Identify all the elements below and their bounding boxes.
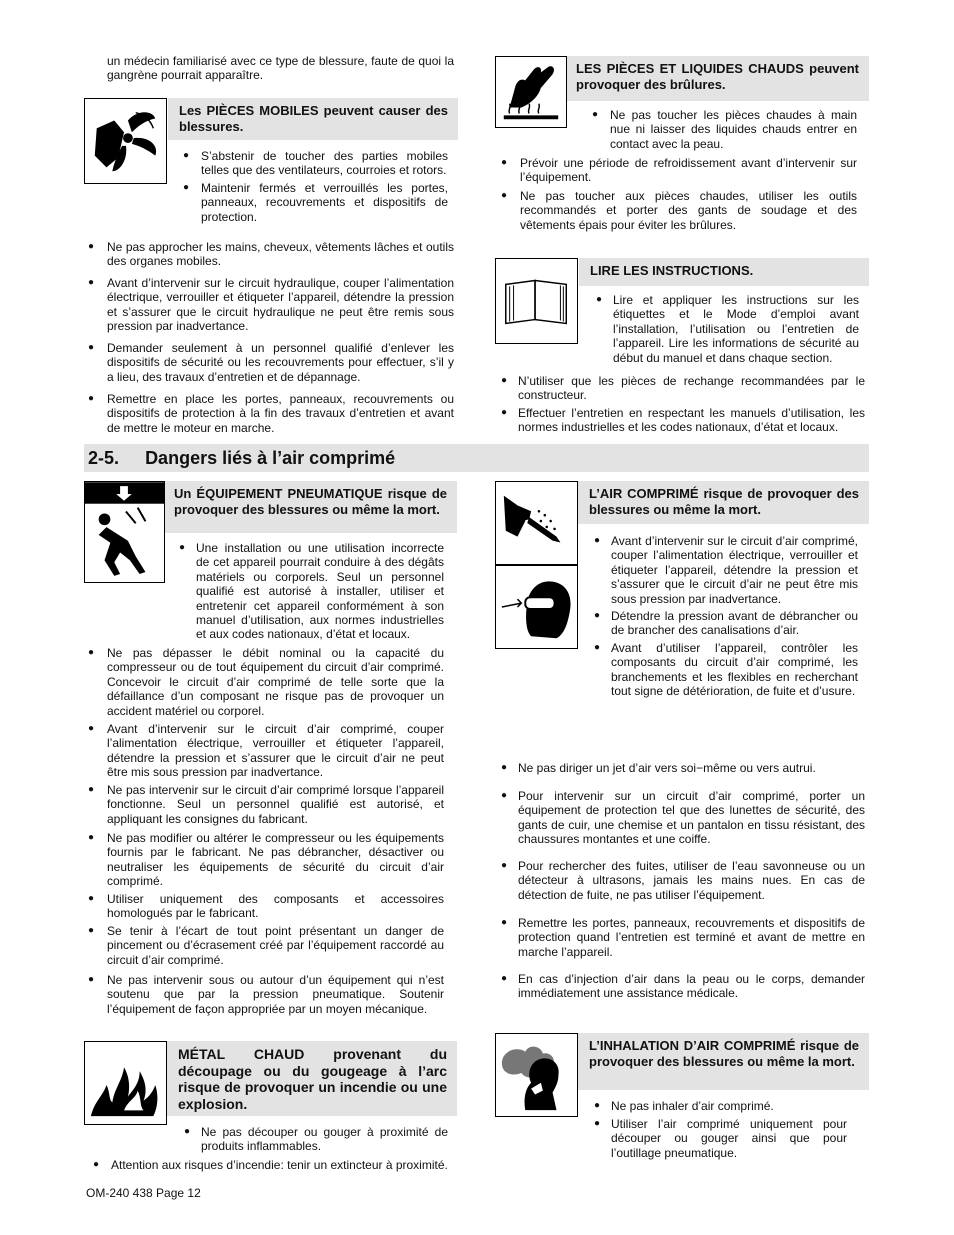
section-number: 2-5. <box>88 448 120 468</box>
moving-parts-icon <box>84 98 167 184</box>
list-item: ● Ne pas toucher aux pièces chaudes, utiliser les outils recommandés et porter des gants de soudage et des vêtements épais pour éviter les brûlures. <box>501 189 857 232</box>
hot-parts-header: LES PIÈCES ET LIQUIDES CHAUDS peuvent provoquer des brûlures. <box>567 56 869 101</box>
list-item: ● Se tenir à l’écart de tout point présentant un danger de pincement ou d’écrasement créé par l’équipement raccordé au circuit d’air comprimé. <box>88 924 444 967</box>
section-title: Dangers liés à l’air comprimé <box>145 448 396 468</box>
safety-glasses-icon <box>495 565 578 649</box>
inhalation-header: L’INHALATION D’AIR COMPRIMÉ risque de provoquer des blessures ou même la mort. <box>578 1033 869 1090</box>
inhalation-icon <box>495 1033 578 1117</box>
list-item: ● Avant d’intervenir sur le circuit d’air comprimé, couper l’alimentation électrique, verrouiller et étiqueter l’appareil, détendre la pression et s’assurer que le circuit d’air ne peut être mis sous pression par inadvertance. <box>88 722 444 780</box>
list-item: ● Maintenir fermés et verrouillés les portes, panneaux, recouvrements et dispositifs de protection. <box>183 181 448 224</box>
list-item: ● Remettre les portes, panneaux, recouvrements et dispositifs de protection quand l’entretien est terminé et avant de mettre en marche l’appareil. <box>501 916 865 959</box>
list-item: ● Remettre en place les portes, panneaux, recouvrements ou dispositifs de protection à la fin des travaux d’entretien et avant de mettre le moteur en marche. <box>88 392 454 435</box>
list-item: ● N’utiliser que les pièces de rechange recommandées par le constructeur. <box>501 374 865 403</box>
list-item: ● Attention aux risques d’incendie: tenir un extincteur à proximité. <box>93 1158 448 1172</box>
list-item: ● Une installation ou une utilisation incorrecte de cet appareil pourrait conduire à des dégâts matériels ou corporels. Seul un personnel qualifié est autorisé à installer, utiliser et entretenir cet appareil conformément à son manuel d’utilisation, aux normes industrielles et aux codes nationaux, d’état et locaux. <box>179 541 444 642</box>
compressed-air-header: L’AIR COMPRIMÉ risque de provoquer des blessures ou même la mort. <box>578 481 869 524</box>
read-instructions-icon <box>495 258 578 344</box>
list-item: ● Avant d’utiliser l’appareil, contrôler les composants du circuit d’air comprimé, les branchements et les flexibles en recherchant tout signe de détérioration, de fuite et d’usure. <box>594 641 858 699</box>
compressed-air-spray-icon <box>495 481 578 565</box>
list-item: ● S’abstenir de toucher des parties mobiles telles que des ventilateurs, courroies et rotors. <box>183 149 448 178</box>
list-item: ● Ne pas diriger un jet d’air vers soi−même ou vers autrui. <box>501 761 816 775</box>
list-item: ● Pour intervenir sur un circuit d’air comprimé, porter un équipement de protection tel que des lunettes de sécurité, des gants de cuir, une chemise et un pantalon en tissu résistant, des chaussures montantes et une coiffe. <box>501 789 865 847</box>
list-item: ● Lire et appliquer les instructions sur les étiquettes et le Mode d’emploi avant l’installation, l’utilisation ou l’entretien de l’appareil. Lire les informations de sécurité au début du manuel et dans chaque section. <box>596 293 859 365</box>
read-instructions-header: LIRE LES INSTRUCTIONS. <box>579 258 869 286</box>
list-item: ● Ne pas inhaler d’air comprimé. <box>594 1099 774 1113</box>
intro-paragraph: un médecin familiarisé avec ce type de blessure, faute de quoi la gangrène pourrait apparaître. <box>107 54 454 83</box>
list-item: ● Effectuer l’entretien en respectant les manuels d’utilisation, les normes industrielles et les codes nationaux, d’état et locaux. <box>501 406 865 435</box>
list-item: ● Demander seulement à un personnel qualifié d’enlever les dispositifs de sécurité ou les recouvrements pour effectuer, s’il y a lieu, des travaux d’entretien et de dépannage. <box>88 341 454 384</box>
section-header <box>84 444 869 472</box>
pneumatic-equipment-icon <box>84 481 165 583</box>
list-item: ● Prévoir une période de refroidissement avant d’intervenir sur l’équipement. <box>501 156 857 185</box>
list-item: ● Avant d’intervenir sur le circuit hydraulique, couper l’alimentation électrique, verrouiller et étiqueter l’appareil, détendre la pression et s’assurer que le circuit hydraulique ne peut être remis sous pression par inadvertance. <box>88 276 454 334</box>
list-item: ● Ne pas dépasser le débit nominal ou la capacité du compresseur ou de tout équipement du circuit d’air comprimé. Concevoir le circuit d’air comprimé de telle sorte que la défaillance d’un composant ne risque pas de provoquer un accident matériel ou corporel. <box>88 646 444 718</box>
list-item: ● Ne pas découper ou gouger à proximité de produits inflammables. <box>184 1125 448 1154</box>
list-item: ● Pour rechercher des fuites, utiliser de l’eau savonneuse ou un détecteur à ultrasons, jamais les mains nues. En cas de détection de fuite, ne pas utiliser l’équipement. <box>501 859 865 902</box>
list-item: ● Détendre la pression avant de débrancher ou de brancher des canalisations d’air. <box>594 609 858 638</box>
list-item: ● Utiliser uniquement des composants et accessoires homologués par le fabricant. <box>88 892 444 921</box>
list-item: ● Ne pas modifier ou altérer le compresseur ou les équipements fournis par le fabricant. Ne pas débrancher, désactiver ou neutraliser les équipements de sécurité du circuit d’air comprimé. <box>88 831 444 889</box>
hot-metal-icon <box>84 1041 167 1125</box>
list-item: ● Avant d’intervenir sur le circuit d’air comprimé, couper l’alimentation électrique, verrouiller et étiqueter l’appareil, détendre la pression et s’assurer que le circuit d’air ne peut être mis sous pression par inadvertance. <box>594 534 858 606</box>
hot-parts-icon <box>495 56 567 128</box>
list-item: ● Ne pas toucher les pièces chaudes à main nue ni laisser des liquides chauds entrer en contact avec la peau. <box>592 108 857 151</box>
list-item: ● Ne pas intervenir sur le circuit d’air comprimé lorsque l’appareil fonctionne. Seul un personnel qualifié est autorisé, et appliquant les consignes du fabricant. <box>88 783 444 826</box>
list-item: ● Ne pas approcher les mains, cheveux, vêtements lâches et outils des organes mobiles. <box>88 240 454 269</box>
list-item: ● Ne pas intervenir sous ou autour d’un équipement qui n’est soutenu que par la pression pneumatique. Soutenir l’équipement de façon appropriée par un moyen mécanique. <box>88 973 444 1016</box>
list-item: ● En cas d’injection d’air dans la peau ou le corps, demander immédiatement une assistance médicale. <box>501 972 865 1001</box>
moving-parts-header: Les PIÈCES MOBILES peuvent causer des blessures. <box>168 98 458 140</box>
page-footer: OM-240 438 Page 12 <box>86 1186 201 1200</box>
list-item: ● Utiliser l’air comprimé uniquement pour découper ou gouger ainsi que pour l’outillage pneumatique. <box>594 1117 847 1160</box>
pneumatic-equipment-header: Un ÉQUIPEMENT PNEUMATIQUE risque de provoquer des blessures ou même la mort. <box>165 481 457 533</box>
hot-metal-header: MÉTAL CHAUD provenant du découpage ou du gougeage à l’arc risque de provoquer un incendie ou une explosion. <box>167 1041 457 1116</box>
